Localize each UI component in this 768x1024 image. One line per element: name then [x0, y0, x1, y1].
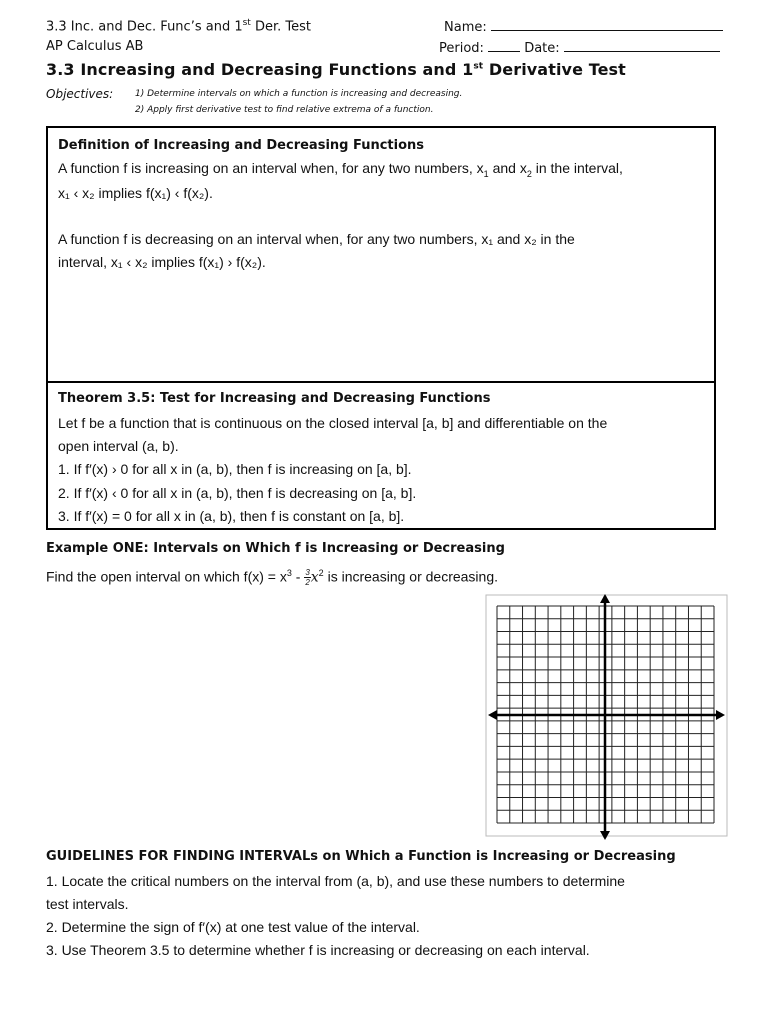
- objective-item: 2) Apply first derivative test to find relative extrema of a function.: [135, 105, 434, 115]
- guidelines-heading: GUIDELINES FOR FINDING INTERVALs on Which a Function is Increasing or Decreasing: [46, 849, 676, 864]
- theorem-intro-line2: open interval (a, b).: [58, 438, 179, 454]
- theorem-item: 1. If f′(x) › 0 for all x in (a, b), then f is increasing on [a, b].: [58, 461, 412, 477]
- date-line[interactable]: [564, 39, 720, 52]
- coordinate-grid[interactable]: [485, 594, 728, 840]
- x-axis-arrow-right: [716, 710, 725, 720]
- guideline-item: 2. Determine the sign of f′(x) at one test value of the interval.: [46, 919, 420, 935]
- fraction-three-halves: $\frac{3}{2}$: [305, 568, 310, 588]
- header-course-name: AP Calculus AB: [46, 39, 144, 54]
- definition-decreasing-line2: interval, x₁ ‹ x₂ implies f(x₁) › f(x₂).: [58, 254, 266, 270]
- example-prompt: Find the open interval on which $f(x) = x^3$ - $\frac{3}{2}$ $x^2$ is increasing or decreasing.: [46, 568, 498, 588]
- definition-decreasing-line1: A function f is decreasing on an interval when, for any two numbers, x₁ and x₂ in the: [58, 231, 575, 247]
- period-line[interactable]: [488, 39, 520, 52]
- theorem-item: 3. If f′(x) = 0 for all x in (a, b), then f is constant on [a, b].: [58, 508, 405, 524]
- theorem-intro-line1: Let f be a function that is continuous on the closed interval [a, b] and differentiable on the: [58, 415, 608, 431]
- name-line[interactable]: [491, 18, 723, 31]
- theorem-box: [46, 381, 716, 530]
- definition-box: [46, 126, 716, 383]
- x-axis-arrow-left: [488, 710, 497, 720]
- theorem-item: 2. If f′(x) ‹ 0 for all x in (a, b), then f is decreasing on [a, b].: [58, 485, 417, 501]
- guideline-item: 3. Use Theorem 3.5 to determine whether f is increasing or decreasing on each interval.: [46, 942, 590, 958]
- period-date-field[interactable]: [439, 39, 720, 56]
- name-field[interactable]: [444, 18, 723, 35]
- date-label: Date:: [524, 41, 560, 56]
- name-label: Name:: [444, 20, 487, 35]
- definition-increasing-line2: x₁ ‹ x₂ implies f(x₁) ‹ f(x₂).: [58, 185, 213, 201]
- guideline-item: 1. Locate the critical numbers on the interval from (a, b), and use these numbers to determine: [46, 873, 625, 889]
- definition-increasing-line1: A function f is increasing on an interval when, for any two numbers, $x_1$ and $x_2$ in the interval,: [58, 160, 623, 179]
- guideline-item: test intervals.: [46, 896, 129, 912]
- page-title: 3.3 Increasing and Decreasing Functions and 1st Derivative Test: [46, 60, 626, 79]
- period-label: Period:: [439, 41, 484, 56]
- example-heading: Example ONE: Intervals on Which f is Increasing or Decreasing: [46, 541, 505, 556]
- header-course-code: 3.3 Inc. and Dec. Func’s and 1st Der. Test: [46, 18, 311, 35]
- objective-item: 1) Determine intervals on which a function is increasing and decreasing.: [135, 89, 463, 99]
- objectives-label: Objectives:: [46, 87, 114, 101]
- theorem-heading: Theorem 3.5: Test for Increasing and Decreasing Functions: [58, 391, 491, 406]
- definition-heading: Definition of Increasing and Decreasing Functions: [58, 138, 425, 153]
